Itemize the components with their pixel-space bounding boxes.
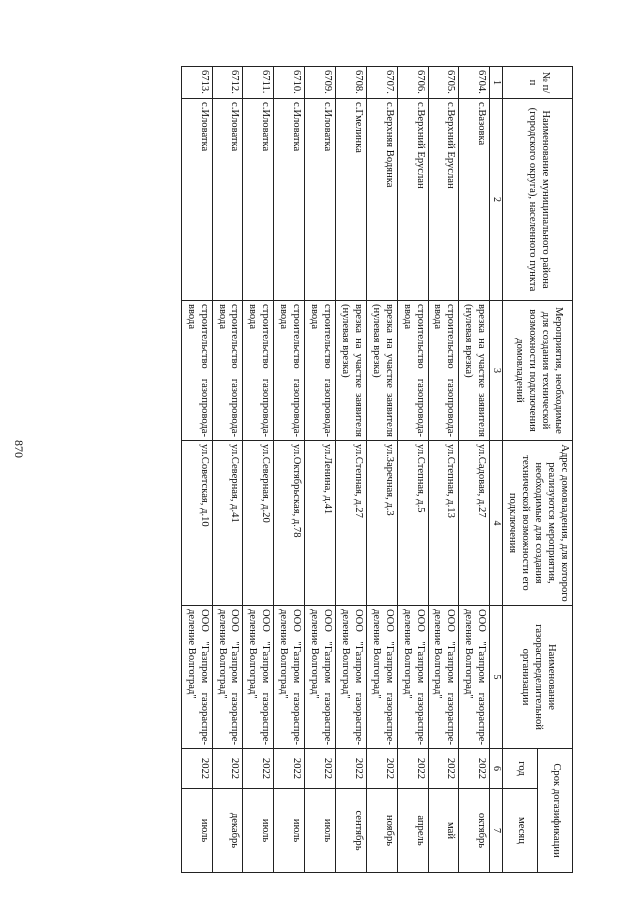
header-address: Адрес домовладения, для которого реализуются мероприятия, необходимые для создания технической возможности его подключения [503, 441, 573, 606]
cell-month: июль [181, 789, 212, 873]
cell-place: с.Вазовка [459, 99, 490, 301]
cell-number: 6708. [335, 67, 366, 99]
cell-month: декабрь [212, 789, 243, 873]
cell-organization: ООО "Газпром газораспре-деление Волгоград" [243, 606, 274, 749]
cell-address: ул.Садовая, д.27 [459, 441, 490, 606]
cell-number: 6704. [459, 67, 490, 99]
header-year: год [503, 749, 538, 789]
header-deadline: Срок догазификации [538, 749, 573, 873]
cell-address: ул.Степная, д.27 [335, 441, 366, 606]
cell-number: 6712. [212, 67, 243, 99]
cell-number: 6705. [428, 67, 459, 99]
cell-measure: строительство газопровода-ввода [212, 301, 243, 441]
cell-month: сентябрь [335, 789, 366, 873]
cell-month: май [428, 789, 459, 873]
header-measures: Мероприятия, необходимые для создания технической возможности подключения домовладений [503, 301, 573, 441]
cell-organization: ООО "Газпром газораспре-деление Волгоград" [459, 606, 490, 749]
cell-place: с.Верхний Еруслан [397, 99, 428, 301]
header-district: Наименование муниципального района (городского округа), населенного пункта [503, 99, 573, 301]
cell-place: с.Верхний Еруслан [428, 99, 459, 301]
cell-year: 2022 [243, 749, 274, 789]
cell-number: 6713. [181, 67, 212, 99]
table-body [181, 67, 489, 873]
cell-measure: врезка на участке заявителя (нулевая врезка) [335, 301, 366, 441]
cell-measure: строительство газопровода-ввода [181, 301, 212, 441]
table-row [181, 67, 212, 873]
cell-address: ул.Ленина, д.41 [305, 441, 336, 606]
col-number: 7 [490, 789, 503, 873]
table-row [459, 67, 490, 873]
cell-year: 2022 [397, 749, 428, 789]
cell-number: 6709. [305, 67, 336, 99]
cell-number: 6711. [243, 67, 274, 99]
cell-month: ноябрь [366, 789, 397, 873]
cell-address: ул.Советская, д.10 [181, 441, 212, 606]
cell-organization: ООО "Газпром газораспре-деление Волгоград" [274, 606, 305, 749]
header-org: Наименование газораспределительной организации [503, 606, 573, 749]
cell-measure: строительство газопровода-ввода [305, 301, 336, 441]
cell-place: с.Иловатка [305, 99, 336, 301]
cell-address: ул.Заречная, д.3 [366, 441, 397, 606]
cell-organization: ООО "Газпром газораспре-деление Волгоград" [428, 606, 459, 749]
cell-month: июль [243, 789, 274, 873]
header-row [538, 67, 573, 873]
cell-number: 6707. [366, 67, 397, 99]
cell-measure: врезка на участке заявителя (нулевая врезка) [459, 301, 490, 441]
table-row [274, 67, 305, 873]
cell-year: 2022 [459, 749, 490, 789]
cell-place: с.Иловатка [274, 99, 305, 301]
col-number: 6 [490, 749, 503, 789]
cell-year: 2022 [366, 749, 397, 789]
rotated-table-container [163, 66, 573, 872]
cell-year: 2022 [274, 749, 305, 789]
cell-address: ул.Северная, д.20 [243, 441, 274, 606]
table-row [305, 67, 336, 873]
page-number: 870 [12, 440, 26, 458]
cell-year: 2022 [305, 749, 336, 789]
column-number-row [490, 67, 503, 873]
col-number: 1 [490, 67, 503, 99]
cell-month: октябрь [459, 789, 490, 873]
col-number: 4 [490, 441, 503, 606]
cell-year: 2022 [212, 749, 243, 789]
table-row [428, 67, 459, 873]
header-month: месяц [503, 789, 538, 873]
header-no: № п/п [503, 67, 573, 99]
cell-place: с.Иловатка [243, 99, 274, 301]
cell-year: 2022 [181, 749, 212, 789]
cell-organization: ООО "Газпром газораспре-деление Волгоград" [305, 606, 336, 749]
cell-place: с.Верхняя Водянка [366, 99, 397, 301]
cell-month: июль [274, 789, 305, 873]
cell-organization: ООО "Газпром газораспре-деление Волгоград" [181, 606, 212, 749]
cell-address: ул.Северная, д.41 [212, 441, 243, 606]
cell-address: ул.Степная, д.5 [397, 441, 428, 606]
table-row [366, 67, 397, 873]
cell-measure: строительство газопровода-ввода [274, 301, 305, 441]
cell-place: с.Гмелинка [335, 99, 366, 301]
cell-organization: ООО "Газпром газораспре-деление Волгоград" [397, 606, 428, 749]
cell-address: ул.Степная, д.13 [428, 441, 459, 606]
cell-address: ул.Октябрьская, д.78 [274, 441, 305, 606]
gasification-table [181, 66, 573, 873]
table-row [243, 67, 274, 873]
cell-year: 2022 [335, 749, 366, 789]
cell-measure: строительство газопровода-ввода [428, 301, 459, 441]
cell-month: июль [305, 789, 336, 873]
cell-measure: строительство газопровода-ввода [243, 301, 274, 441]
cell-organization: ООО "Газпром газораспре-деление Волгоград" [335, 606, 366, 749]
table-row [397, 67, 428, 873]
cell-organization: ООО "Газпром газораспре-деление Волгоград" [366, 606, 397, 749]
cell-month: апрель [397, 789, 428, 873]
table-row [212, 67, 243, 873]
cell-number: 6706. [397, 67, 428, 99]
cell-measure: строительство газопровода-ввода [397, 301, 428, 441]
cell-measure: врезка на участке заявителя (нулевая врезка) [366, 301, 397, 441]
cell-place: с.Иловатка [212, 99, 243, 301]
cell-organization: ООО "Газпром газораспре-деление Волгоград" [212, 606, 243, 749]
cell-year: 2022 [428, 749, 459, 789]
table-row [335, 67, 366, 873]
cell-number: 6710. [274, 67, 305, 99]
col-number: 5 [490, 606, 503, 749]
cell-place: с.Иловатка [181, 99, 212, 301]
col-number: 3 [490, 301, 503, 441]
col-number: 2 [490, 99, 503, 301]
